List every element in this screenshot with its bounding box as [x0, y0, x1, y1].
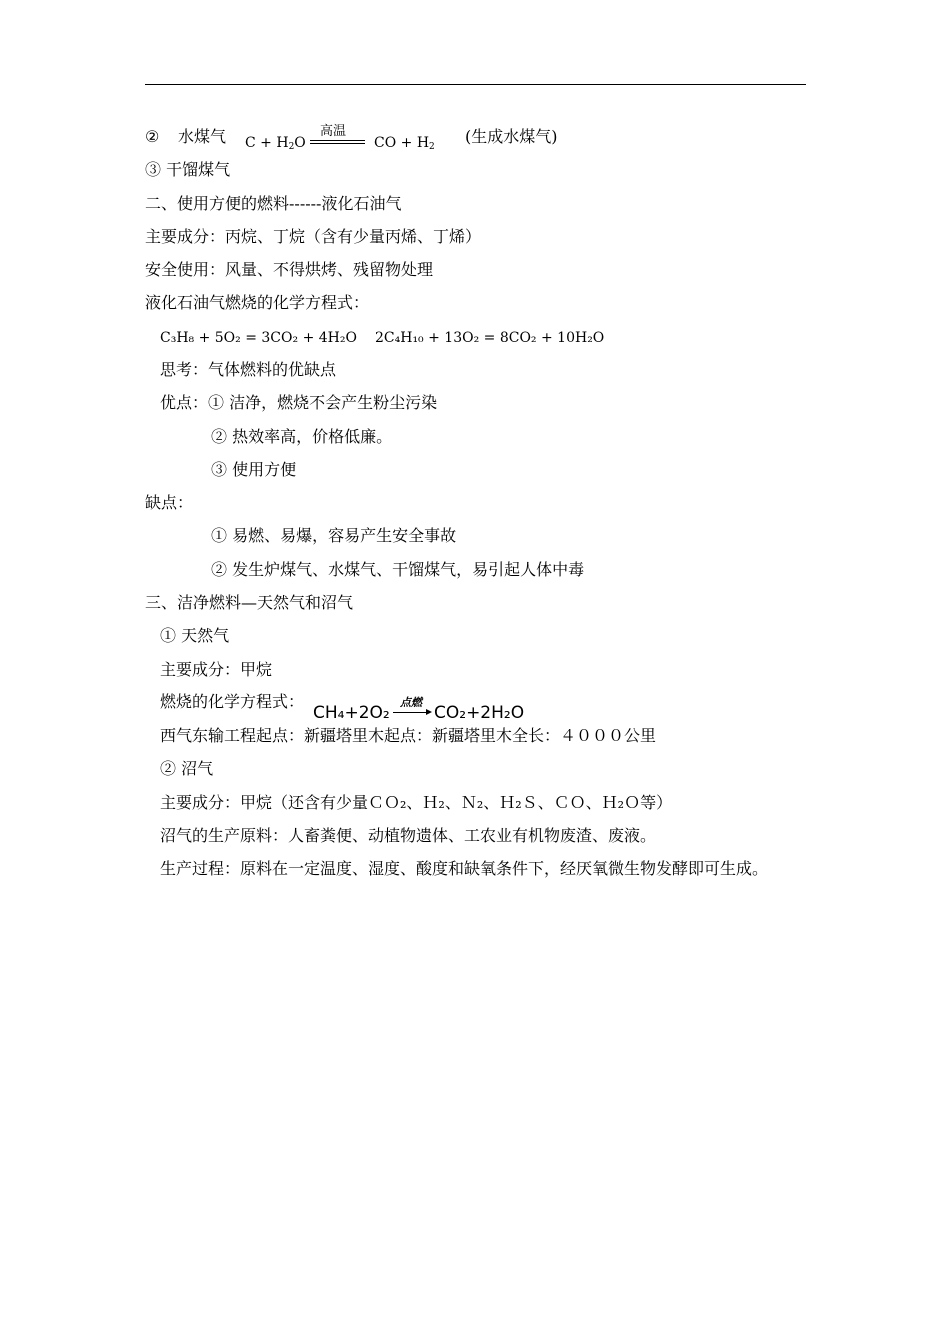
- butane-equation: 2C₄H₁₀ + 13O₂ = 8CO₂ + 10H₂O: [375, 330, 605, 346]
- water-gas-equals: [310, 140, 365, 144]
- methane-arrow: [393, 712, 426, 713]
- header-rule: [145, 84, 806, 85]
- biogas-components: 主要成分：甲烷（还含有少量ＣＯ₂、Ｈ₂、Ｎ₂、Ｈ₂Ｓ、ＣＯ、Ｈ₂Ｏ等）: [160, 793, 673, 812]
- section-two-heading: 二、使用方便的燃料------液化石油气: [145, 194, 402, 213]
- biogas-heading: ② 沼气: [160, 759, 214, 778]
- water-gas-note: (生成水煤气): [465, 127, 558, 146]
- propane-equation: C₃H₈ + 5O₂ = 3CO₂ + 4H₂O: [160, 330, 357, 346]
- water-gas-label: 水煤气: [178, 127, 227, 146]
- water-gas-number: ②: [145, 127, 160, 146]
- water-gas-reactants: $C + H_2O$: [245, 135, 306, 152]
- disadvantage-heading: 缺点：: [145, 493, 194, 512]
- disadvantage-2: ② 发生炉煤气、水煤气、干馏煤气，易引起人体中毒: [211, 560, 585, 579]
- methane-reactants: CH₄+2O₂: [313, 703, 390, 723]
- lpg-main-components: 主要成分：丙烷、丁烷（含有少量丙烯、丁烯）: [145, 227, 482, 246]
- think-heading: 思考：气体燃料的优缺点: [160, 360, 337, 379]
- lpg-safe-use: 安全使用：风量、不得烘烤、残留物处理: [145, 260, 434, 279]
- advantage-3: ③ 使用方便: [211, 460, 297, 479]
- lpg-equation-title: 液化石油气燃烧的化学方程式：: [145, 293, 370, 312]
- natural-gas-heading: ① 天然气: [160, 626, 230, 645]
- biogas-production-process: 生产过程：原料在一定温度、湿度、酸度和缺氧条件下，经厌氧微生物发酵即可生成。: [160, 859, 769, 878]
- water-gas-condition: 高温: [320, 124, 347, 139]
- water-gas-products: CO + $H_2$: [374, 135, 435, 152]
- natural-gas-components: 主要成分：甲烷: [160, 660, 273, 679]
- arrow-head-icon: [426, 709, 432, 715]
- section-three-heading: 三、洁净燃料—天然气和沼气: [145, 593, 354, 612]
- west-east-pipeline: 西气东输工程起点：新疆塔里木起点：新疆塔里木全长：４０００公里: [160, 726, 657, 745]
- methane-equation-title: 燃烧的化学方程式：: [160, 692, 305, 711]
- advantage-1: 优点：① 洁净，燃烧不会产生粉尘污染: [160, 393, 438, 412]
- advantage-2: ② 热效率高，价格低廉。: [211, 427, 393, 446]
- biogas-raw-materials: 沼气的生产原料：人畜粪便、动植物遗体、工农业有机物废渣、废液。: [160, 826, 657, 845]
- methane-condition: 点燃: [400, 696, 422, 709]
- dry-distillation-gas: ③ 干馏煤气: [145, 160, 231, 179]
- disadvantage-1: ① 易燃、易爆，容易产生安全事故: [211, 526, 457, 545]
- methane-products: CO₂+2H₂O: [434, 703, 525, 723]
